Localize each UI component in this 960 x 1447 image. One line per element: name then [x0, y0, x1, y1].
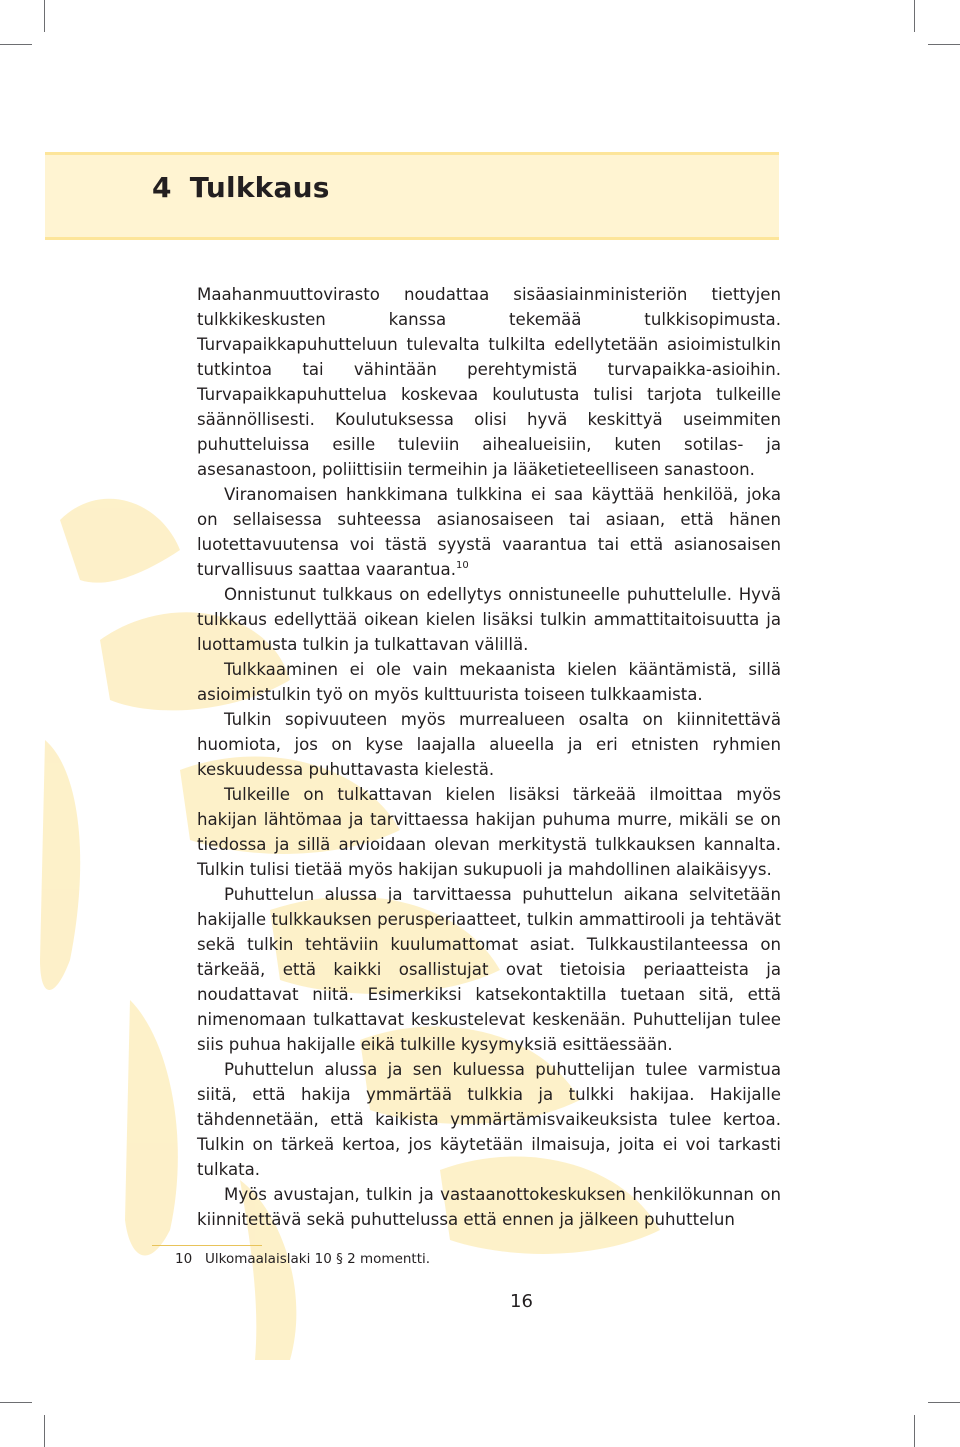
- chapter-heading: [152, 168, 330, 208]
- paragraph: Puhuttelun alussa ja sen kuluessa puhuttelijan tulee varmistua siitä, että hakija ymmärtää tulkkia ja tulkki hakijaa. Hakijalle tähdennetään, että kaikista ymmärtämisvaikeuksista tulee kertoa. Tulkin on tärkeä kertoa, jos käytetään ilmaisuja, joita ei voi tarkasti tulkata.: [197, 1060, 781, 1179]
- paragraph-text: Viranomaisen hankkimana tulkkina ei saa käyttää henkilöä, joka on sellaisessa suhteessa asianosaiseen tai asiaan, että hänen luotettavuutensa voi tästä syystä vaarantua tai että asianosaisen turvallisuus saattaa vaarantua.: [197, 485, 781, 579]
- crop-mark: [0, 1402, 32, 1403]
- footnote: [175, 1250, 430, 1268]
- paragraph: Maahanmuuttovirasto noudattaa sisäasiainministeriön tiettyjen tulkkikeskusten kanssa tekemää tulkkisopimusta. Turvapaikkapuhutteluun tulevalta tulkilta edellytetään asioimistulkin tutkintoa tai vähintään perehtymistä turvapaikka-asioihin. Turvapaikkapuhuttelua koskevaa koulutusta tulisi tarjota tulkeille säännöllisesti. Koulutuksessa olisi hyvä keskittyä useimmiten puhutteluissa esille tuleviin aihealueisiin, kuten sotilas- ja asesanastoon, poliittisiin termeihin ja lääketieteelliseen sanastoon.: [197, 285, 781, 479]
- crop-mark: [914, 0, 915, 32]
- footnote-number: 10: [175, 1251, 193, 1267]
- footnote-divider: [152, 1245, 262, 1246]
- paragraph: Puhuttelun alussa ja tarvittaessa puhuttelun aikana selvitetään hakijalle tulkkauksen perusperiaatteet, tulkin ammattirooli ja tehtävät sekä tulkin tehtäviin kuulumattomat asiat. Tulkkaustilanteessa on tärkeää, että kaikki osallistujat ovat tietoisia periaatteista ja noudattavat niitä. Esimerkiksi katsekontaktilla tuetaan sitä, että nimenomaan tulkattavat keskustelevat keskenään. Puhuttelijan tulee siis puhua hakijalle eikä tulkille kysymyksiä esittäessään.: [197, 885, 781, 1054]
- footnote-text: Ulkomaalaislaki 10 § 2 momentti.: [205, 1251, 431, 1267]
- paragraph: [197, 482, 781, 582]
- body-text: [197, 282, 781, 1232]
- footnote-reference: 10: [456, 560, 469, 571]
- crop-mark: [928, 1402, 960, 1403]
- paragraph: Tulkeille on tulkattavan kielen lisäksi tärkeää ilmoittaa myös hakijan lähtömaa ja tarvittaessa hakijan puhuma murre, mikäli se on tiedossa ja sillä arvioidaan olevan merkitystä tulkkauksen kannalta. Tulkin tulisi tietää myös hakijan sukupuoli ja mahdollinen alaikäisyys.: [197, 785, 781, 879]
- crop-mark: [44, 1415, 45, 1447]
- paragraph: Tulkkaaminen ei ole vain mekaanista kielen kääntämistä, sillä asioimistulkin työ on myös kulttuurista toiseen tulkkaamista.: [197, 660, 781, 704]
- page-number: 16: [510, 1291, 533, 1312]
- chapter-title: Tulkkaus: [189, 171, 330, 204]
- crop-mark: [914, 1415, 915, 1447]
- paragraph: Myös avustajan, tulkin ja vastaanottokeskuksen henkilökunnan on kiinnitettävä sekä puhuttelussa että ennen ja jälkeen puhuttelun: [197, 1185, 781, 1229]
- paragraph: Tulkin sopivuuteen myös murrealueen osalta on kiinnitettävä huomiota, jos on kyse laajalla alueella ja eri etnisten ryhmien keskuudessa puhuttavasta kielestä.: [197, 710, 781, 779]
- crop-mark: [0, 44, 32, 45]
- chapter-number: 4: [152, 171, 172, 204]
- crop-mark: [928, 44, 960, 45]
- paragraph: Onnistunut tulkkaus on edellytys onnistuneelle puhuttelulle. Hyvä tulkkaus edellyttää oikean kielen lisäksi tulkin ammattitaitoisuutta ja luottamusta tulkin ja tulkattavan välillä.: [197, 585, 781, 654]
- crop-mark: [44, 0, 45, 32]
